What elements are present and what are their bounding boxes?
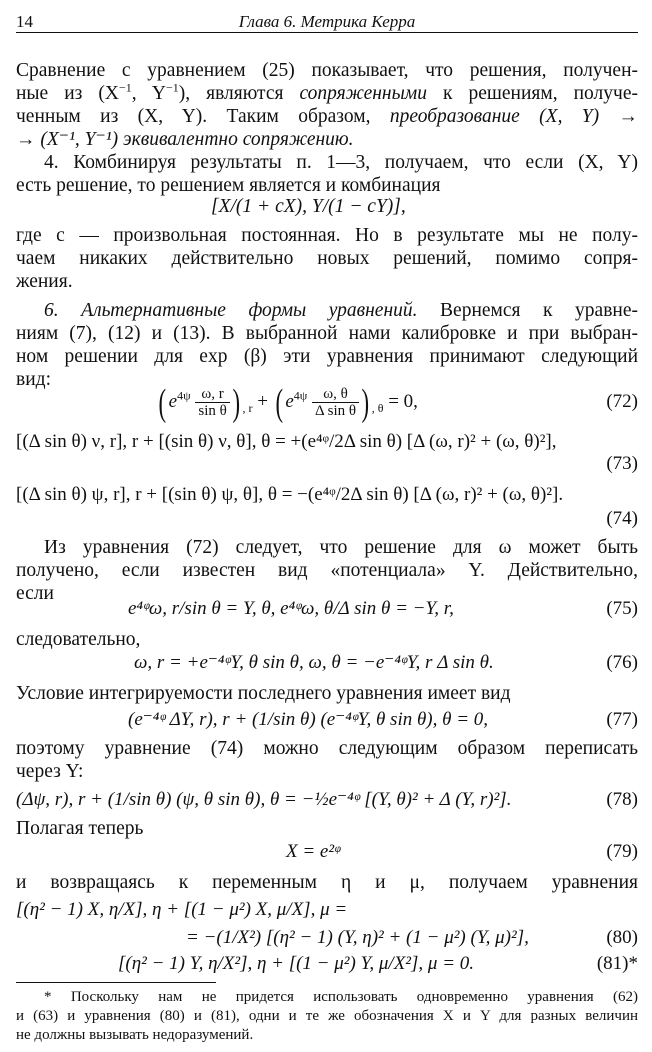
text-line: через Y: [16, 761, 84, 782]
text-line: если [16, 583, 54, 604]
text-line: есть решение, то решением является и комбинация [16, 175, 441, 196]
text-line: следовательно, [16, 629, 141, 650]
text-line: чаем никаких действительно новых решений, помимо сопря- [16, 248, 638, 269]
text-line: и возвращаясь к переменным η и μ, получаем уравнения [16, 872, 638, 893]
equation-74: [(Δ sin θ) ψ, r], r + [(sin θ) ψ, θ], θ = −(e⁴ᵠ/2Δ sin θ) [Δ (ω, r)² + (ω, θ)²]. [16, 484, 564, 505]
footnote-line: не должны вызывать недоразумений. [16, 1027, 254, 1043]
equation-number: (72) [606, 391, 638, 412]
footnote-line: * Поскольку нам не придется использовать одновременно уравнения (62) [44, 989, 638, 1005]
equation-72: ( $e^{4\psi}$ $\frac{\omega, r}{\text{sin θ}}$ ) $_{, r}$ + ( $e^{4\psi}$ $\frac{\omega, \theta}{\text{Δ sin θ}}$ ) $_{, \theta}$ = 0, (72) [158, 381, 638, 424]
equation-combination: [X/(1 + cX), Y/(1 − cY)], [211, 196, 406, 217]
text-line: поэтому уравнение (74) можно следующим образом переписать [16, 738, 638, 759]
running-header [16, 10, 638, 33]
text-line: → (X⁻¹, Y⁻¹) эквивалентно сопряжению. [16, 129, 354, 150]
text-line: ном решении для exp (β) эти уравнения принимают следующий [16, 346, 638, 367]
text-line: ченным из (X, Y). Таким образом, преобразование (X, Y) → [16, 106, 638, 127]
text-line: Из уравнения (72) следует, что решение для ω может быть [44, 537, 638, 558]
page-number: 14 [16, 12, 33, 31]
book-page: 14 Глава 6. Метрика Керра Сравнение с уравнением (25) показывает, что решения, получен- ные из ($X^{-1}$, $Y^{-1}$), являются сопряженными к решениям, получе- ченным из (X, Y). Таким образом, преобразование (X, Y) → → (X⁻¹, Y⁻¹) эквивалентно сопряжению. 4. Комбинируя результаты п. 1—3, получаем, что если (X, Y) есть решение, то решением является и комбинация [X/(1 + cX), Y/(1 − cY)], где c — произвольная постоянная. Но в результате мы не полу- чаем никаких действительно новых решений, помимо сопря- жения. 6. Альтернативные формы уравнений. Вернемся к уравне- ниям (7), (12) и (13). В выбранной нами калибровке и при выбран- ном решении для exp (β) эти уравнения принимают следующий вид: ( $e^{4\psi}$ $\frac{\omega, r}{\text{sin θ}}$ ) $_{, r}$ + ( $e^{4\psi}$ $\frac{\omega, \theta}{\text{Δ sin θ}}$ ) $_{, \theta}$ = 0, (72) [(Δ sin θ) ν, r], r + [(sin θ) ν, θ], θ = +(e⁴ᵠ/2Δ sin θ) [Δ (ω, r)² + (ω, θ)²], (73) [(Δ sin θ) ψ, r], r + [(sin θ) ψ, θ], θ = −(e⁴ᵠ/2Δ sin θ) [Δ (ω, r)² + (ω, θ)²]. (74) Из уравнения (72) следует, что решение для ω может быть получено, если известен вид «потенциала» Y. Действительно, если e⁴ᵠω, r/sin θ = Y, θ, e⁴ᵠω, θ/Δ sin θ = −Y, r, (75) следовательно, ω, r = +e⁻⁴ᵠY, θ sin θ, ω, θ = −e⁻⁴ᵠY, r Δ sin θ. (76) Условие интегрируемости последнего уравнения имеет вид (e⁻⁴ᵠ ΔY, r), r + (1/sin θ) (e⁻⁴ᵠY, θ sin θ), θ = 0, (77) поэтому уравнение (74) можно следующим образом переписать через Y: (Δψ, r), r + (1/sin θ) (ψ, θ sin θ), θ = −½e⁻⁴ᵠ [(Y, θ)² + Δ (Y, r)²]. (78) Полагая теперь X = e²ᵠ (79) и возвращаясь к переменным η и μ, получаем уравнения [(η² − 1) X, η/X], η + [(1 − μ²) X, μ/X], μ = = −(1/X²) [(η² − 1) (Y, η)² + (1 − μ²) (Y, μ)²], (80) [(η² − 1) Y, η/X²], η + [(1 − μ²) Y, μ/X²], μ = 0. (81)* * Поскольку нам не придется использовать одновременно уравнения (62) и (63) и уравнения (80) и (81), одни и те же обозначения X и Y для разных величин не должны вызывать недоразумений. [16, 12, 639, 1043]
text-line: 4. Комбинируя результаты п. 1—3, получаем, что если (X, Y) [44, 152, 638, 173]
text-line: Полагая теперь [16, 818, 144, 839]
text-line: Сравнение с уравнением (25) показывает, что решения, получен- [16, 60, 638, 81]
text-line: получено, если известен вид «потенциала» Y. Действительно, [16, 560, 638, 581]
text-line: где c — произвольная постоянная. Но в результате мы не полу- [16, 225, 638, 246]
text-line: ниям (7), (12) и (13). В выбранной нами калибровке и при выбран- [16, 323, 638, 344]
text-line: Условие интегрируемости последнего уравнения имеет вид [16, 683, 511, 704]
text-line: вид: [16, 369, 51, 390]
text-line: ные из ($X^{-1}$, $Y^{-1}$), являются сопряженными к решениям, получе- [16, 80, 638, 104]
footnote-rule [16, 982, 216, 983]
text-line: жения. [16, 271, 73, 292]
running-title: Глава 6. Метрика Керра [238, 12, 416, 31]
footnote-line: и (63) и уравнения (80) и (81), одни и те же обозначения X и Y для разных величин [16, 1008, 638, 1024]
text-line: 6. Альтернативные формы уравнений. Вернемся к уравне- [44, 300, 639, 321]
equation-73: [(Δ sin θ) ν, r], r + [(sin θ) ν, θ], θ = +(e⁴ᵠ/2Δ sin θ) [Δ (ω, r)² + (ω, θ)²], [16, 431, 557, 452]
